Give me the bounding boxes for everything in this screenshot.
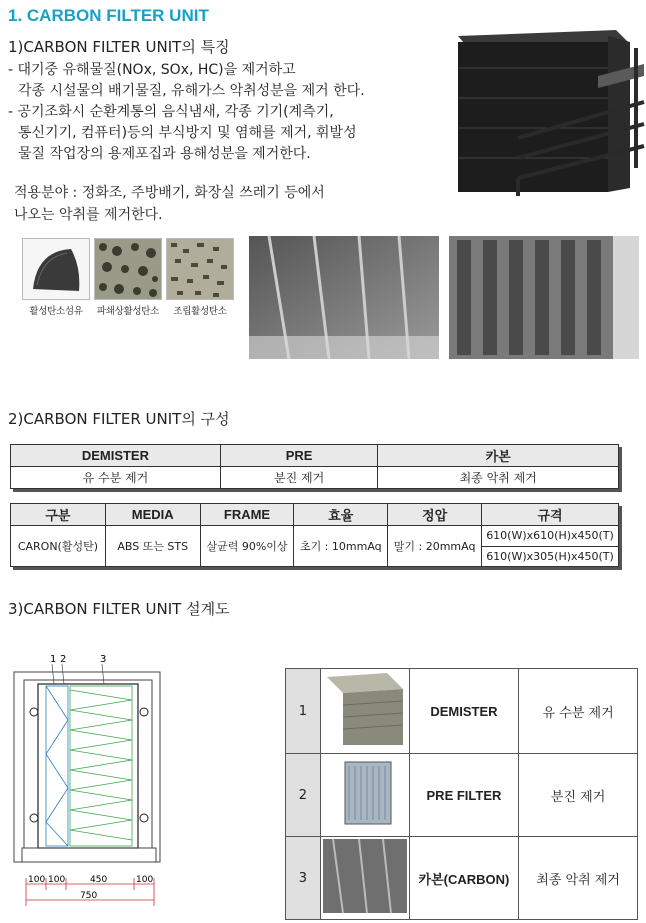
desc-line: 물질 작업장의 용제포집과 용해성분을 제거한다. <box>18 146 311 162</box>
thumb-caption: 조립활성탄소 <box>173 306 227 317</box>
spec-value: 살균력 90%이상 <box>200 526 294 567</box>
section2-heading: 2)CARBON FILTER UNIT의 구성 <box>8 410 230 428</box>
spec-value: ABS 또는 STS <box>105 526 200 567</box>
carbon-filter-photo <box>249 236 439 359</box>
config-value: 유 수분 제거 <box>11 467 221 489</box>
design-drawing <box>12 650 164 915</box>
config-header: 카본 <box>378 445 619 467</box>
thumb-caption: 활성탄소섬유 <box>29 306 83 317</box>
granular-carbon-thumb <box>166 238 234 300</box>
spec-table-wrap <box>10 503 619 567</box>
dim-label: 100 <box>28 875 46 885</box>
config-table <box>10 444 619 489</box>
total-dim-label: 750 <box>80 891 98 901</box>
legend-image-cell <box>320 754 409 837</box>
granular-carbon-image <box>167 239 233 299</box>
spec-value: 말기 : 20mmAq <box>388 526 482 567</box>
spec-header: 구분 <box>11 504 106 526</box>
legend-func: 유 수분 제거 <box>519 669 638 754</box>
pleated-filter-photo <box>449 236 639 359</box>
section1-heading: 1)CARBON FILTER UNIT의 특징 <box>8 38 230 56</box>
legend-image-cell <box>320 669 409 754</box>
legend-table-wrap <box>285 668 638 920</box>
crushed-carbon-image <box>95 239 161 299</box>
drawing-label: 1 <box>50 654 57 665</box>
spec-size: 610(W)x305(H)x450(T) <box>482 546 618 566</box>
config-header: DEMISTER <box>11 445 221 467</box>
page-title: 1. CARBON FILTER UNIT <box>8 6 209 25</box>
legend-table <box>285 668 638 920</box>
legend-func: 최종 악취 제거 <box>519 837 638 920</box>
spec-size-cell <box>482 526 619 567</box>
spec-header: MEDIA <box>105 504 200 526</box>
spec-value: 초기 : 10mmAq <box>294 526 388 567</box>
legend-name: DEMISTER <box>409 669 519 754</box>
desc-line: 통신기기, 컴퓨터)등의 부식방지 및 염해를 제거, 휘발성 <box>18 125 357 141</box>
thumb-caption: 파쇄상활성탄소 <box>96 306 160 317</box>
dim-label: 450 <box>90 875 108 885</box>
config-table-wrap <box>10 444 619 489</box>
legend-image-cell <box>320 837 409 920</box>
crushed-carbon-thumb <box>94 238 162 300</box>
dim-label: 100 <box>136 875 154 885</box>
carbon-filter-unit-image <box>448 28 646 200</box>
carbon-image <box>323 839 407 913</box>
desc-line: 각종 시설물의 배기물질, 유해가스 악취성분을 제거 한다. <box>18 83 365 99</box>
spec-value: CARON(활성탄) <box>11 526 106 567</box>
legend-num: 3 <box>286 837 321 920</box>
drawing-label: 3 <box>100 654 107 665</box>
spec-header: 정압 <box>388 504 482 526</box>
desc-line: - 대기중 유해물질(NOx, SOx, HC)을 제거하고 <box>8 62 296 78</box>
spec-header: 규격 <box>482 504 619 526</box>
spec-table <box>10 503 619 567</box>
config-header: PRE <box>220 445 378 467</box>
carbon-fiber-thumb <box>22 238 90 300</box>
carbon-fiber-image <box>23 239 89 299</box>
legend-name: 카본(CARBON) <box>409 837 519 920</box>
desc-line: - 공기조화시 순환계통의 음식냄새, 각종 기기(계측기, <box>8 104 334 120</box>
apply-line: 나오는 악취를 제거한다. <box>14 207 163 223</box>
spec-header: 효율 <box>294 504 388 526</box>
legend-num: 1 <box>286 669 321 754</box>
spec-size: 610(W)x610(H)x450(T) <box>486 529 614 542</box>
feature-description <box>8 60 448 165</box>
dim-label: 100 <box>48 875 66 885</box>
pre-filter-image <box>323 756 407 830</box>
legend-func: 분진 제거 <box>519 754 638 837</box>
config-value: 최종 악취 제거 <box>378 467 619 489</box>
drawing-label: 2 <box>60 654 67 665</box>
legend-num: 2 <box>286 754 321 837</box>
apply-line: 적용분야 : 정화조, 주방배기, 화장실 쓰레기 등에서 <box>14 185 325 201</box>
section3-heading: 3)CARBON FILTER UNIT 설계도 <box>8 600 230 618</box>
config-value: 분진 제거 <box>220 467 378 489</box>
spec-header: FRAME <box>200 504 294 526</box>
legend-name: PRE FILTER <box>409 754 519 837</box>
application-text <box>14 182 325 226</box>
demister-image <box>323 671 407 747</box>
